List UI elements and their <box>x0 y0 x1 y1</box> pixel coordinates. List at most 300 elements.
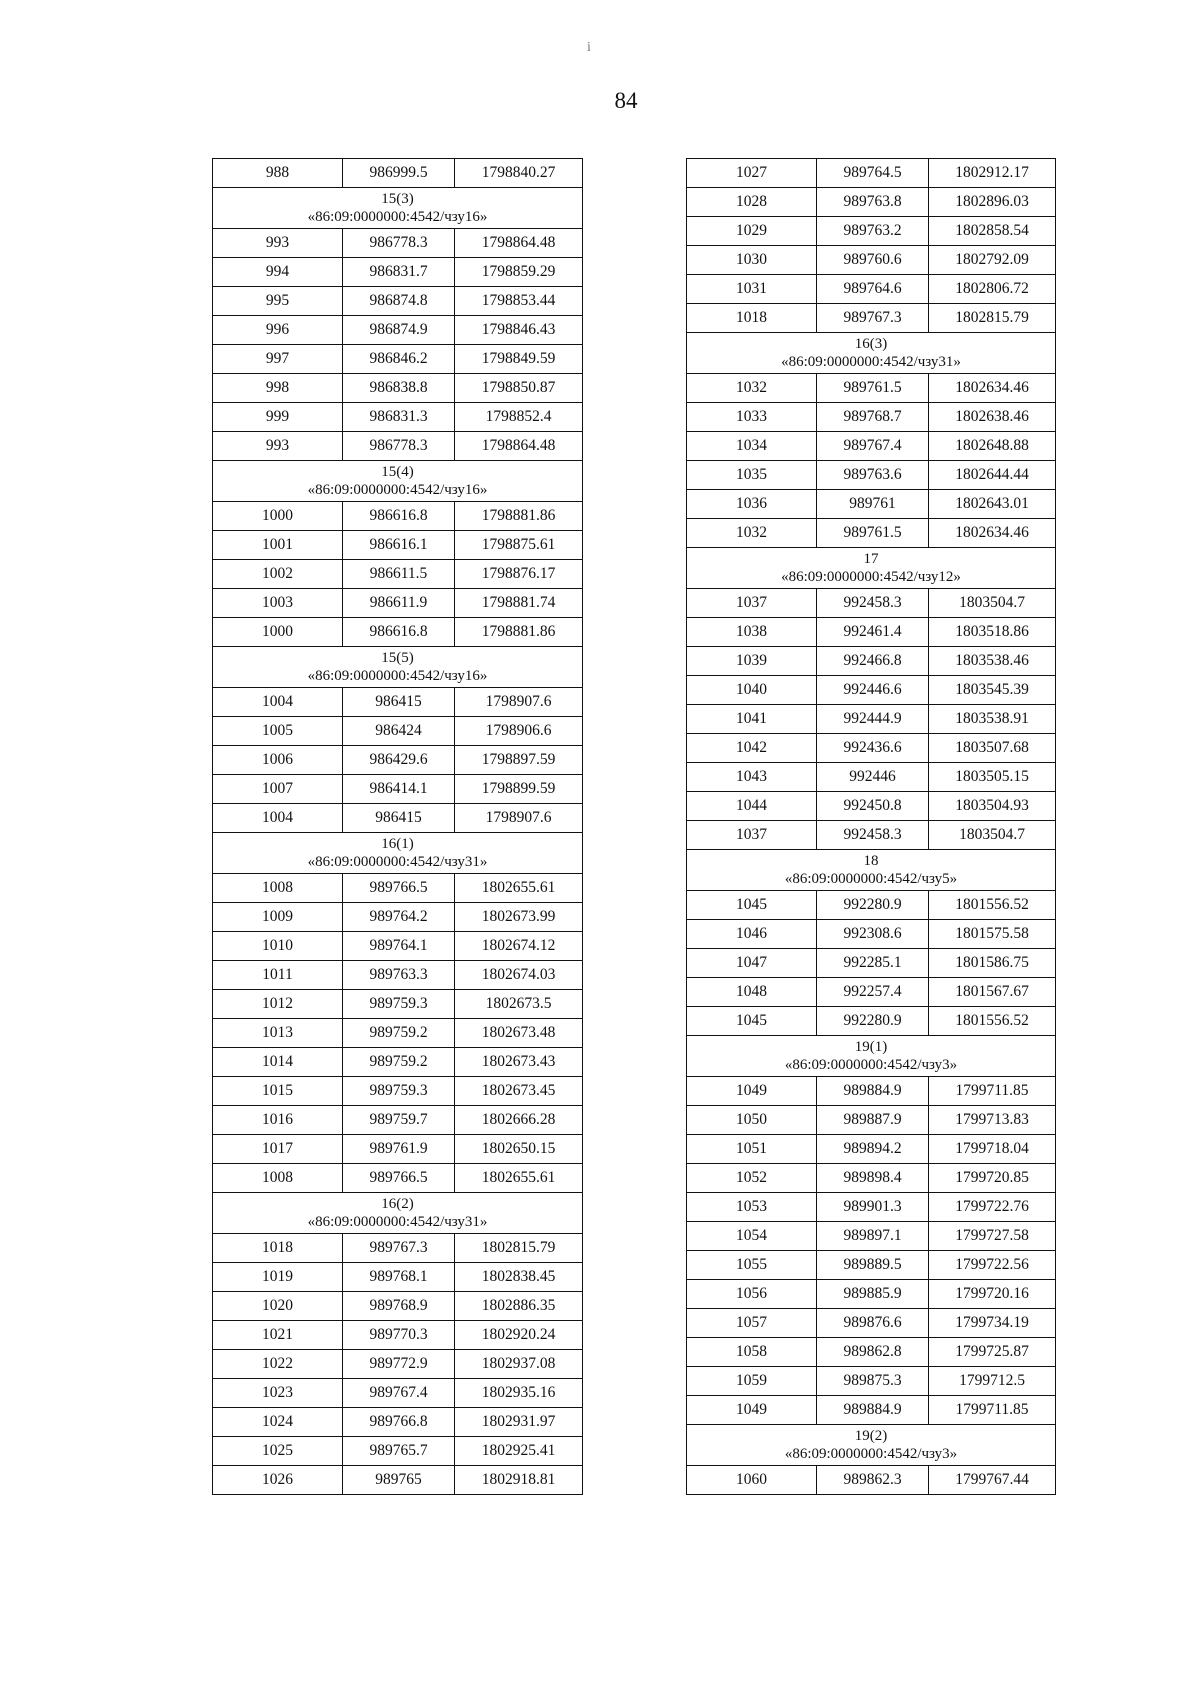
y-coordinate-cell: 1803504.93 <box>929 792 1056 821</box>
section-header-row <box>687 548 1056 589</box>
table-row <box>213 287 583 316</box>
table-row <box>213 1408 583 1437</box>
section-cadastral-code: «86:09:0000000:4542/чзу5» <box>784 871 958 887</box>
point-number-cell: 988 <box>213 159 343 188</box>
table-row <box>687 1222 1056 1251</box>
table-row <box>213 1321 583 1350</box>
x-coordinate-cell: 989766.5 <box>343 1164 455 1193</box>
y-coordinate-cell: 1801556.52 <box>929 891 1056 920</box>
section-title: 18 <box>863 853 879 869</box>
point-number-cell: 1001 <box>213 531 343 560</box>
x-coordinate-cell: 989761.5 <box>817 519 929 548</box>
y-coordinate-cell: 1798881.86 <box>455 618 583 647</box>
table-row <box>687 734 1056 763</box>
table-row <box>213 1048 583 1077</box>
x-coordinate-cell: 989875.3 <box>817 1367 929 1396</box>
table-row <box>213 1466 583 1495</box>
x-coordinate-cell: 992466.8 <box>817 647 929 676</box>
table-row <box>687 1280 1056 1309</box>
x-coordinate-cell: 989767.3 <box>817 304 929 333</box>
point-number-cell: 1034 <box>687 432 817 461</box>
point-number-cell: 1037 <box>687 821 817 850</box>
point-number-cell: 1045 <box>687 1007 817 1036</box>
table-row <box>687 403 1056 432</box>
y-coordinate-cell: 1802806.72 <box>929 275 1056 304</box>
x-coordinate-cell: 992280.9 <box>817 1007 929 1036</box>
table-row <box>687 705 1056 734</box>
point-number-cell: 1012 <box>213 990 343 1019</box>
point-number-cell: 1022 <box>213 1350 343 1379</box>
y-coordinate-cell: 1801575.58 <box>929 920 1056 949</box>
y-coordinate-cell: 1803504.7 <box>929 821 1056 850</box>
point-number-cell: 1016 <box>213 1106 343 1135</box>
x-coordinate-cell: 986611.9 <box>343 589 455 618</box>
y-coordinate-cell: 1798864.48 <box>455 432 583 461</box>
y-coordinate-cell: 1802674.03 <box>455 961 583 990</box>
y-coordinate-cell: 1803545.39 <box>929 676 1056 705</box>
table-row <box>213 688 583 717</box>
point-number-cell: 993 <box>213 432 343 461</box>
coordinates-table-right <box>686 158 1056 1495</box>
point-number-cell: 1015 <box>213 1077 343 1106</box>
table-row <box>687 1007 1056 1036</box>
table-row <box>687 275 1056 304</box>
y-coordinate-cell: 1799725.87 <box>929 1338 1056 1367</box>
x-coordinate-cell: 989768.1 <box>343 1263 455 1292</box>
point-number-cell: 1032 <box>687 519 817 548</box>
x-coordinate-cell: 989887.9 <box>817 1106 929 1135</box>
point-number-cell: 1046 <box>687 920 817 949</box>
x-coordinate-cell: 986874.8 <box>343 287 455 316</box>
section-header-cell <box>687 1425 1056 1466</box>
x-coordinate-cell: 989761 <box>817 490 929 519</box>
y-coordinate-cell: 1798876.17 <box>455 560 583 589</box>
y-coordinate-cell: 1802673.99 <box>455 903 583 932</box>
y-coordinate-cell: 1803518.86 <box>929 618 1056 647</box>
y-coordinate-cell: 1798849.59 <box>455 345 583 374</box>
point-number-cell: 1059 <box>687 1367 817 1396</box>
point-number-cell: 1051 <box>687 1135 817 1164</box>
y-coordinate-cell: 1798840.27 <box>455 159 583 188</box>
y-coordinate-cell: 1802920.24 <box>455 1321 583 1350</box>
table-row <box>213 961 583 990</box>
point-number-cell: 999 <box>213 403 343 432</box>
section-cadastral-code: «86:09:0000000:4542/чзу3» <box>784 1446 958 1462</box>
point-number-cell: 1050 <box>687 1106 817 1135</box>
table-row <box>213 746 583 775</box>
point-number-cell: 1036 <box>687 490 817 519</box>
table-row <box>687 1251 1056 1280</box>
section-title: 16(2) <box>381 1196 414 1212</box>
x-coordinate-cell: 989885.9 <box>817 1280 929 1309</box>
table-row <box>213 775 583 804</box>
section-cadastral-code: «86:09:0000000:4542/чзу31» <box>781 354 961 370</box>
table-row <box>687 676 1056 705</box>
table-row <box>213 1263 583 1292</box>
x-coordinate-cell: 989759.2 <box>343 1048 455 1077</box>
table-row <box>687 246 1056 275</box>
point-number-cell: 1008 <box>213 1164 343 1193</box>
table-row <box>213 1437 583 1466</box>
table-row <box>213 502 583 531</box>
point-number-cell: 1038 <box>687 618 817 647</box>
x-coordinate-cell: 986415 <box>343 688 455 717</box>
y-coordinate-cell: 1799722.56 <box>929 1251 1056 1280</box>
section-title: 17 <box>863 551 879 567</box>
table-row <box>687 159 1056 188</box>
y-coordinate-cell: 1802931.97 <box>455 1408 583 1437</box>
table-row <box>687 891 1056 920</box>
point-number-cell: 1035 <box>687 461 817 490</box>
y-coordinate-cell: 1802792.09 <box>929 246 1056 275</box>
point-number-cell: 1060 <box>687 1466 817 1495</box>
table-row <box>213 903 583 932</box>
section-title: 16(3) <box>854 336 888 352</box>
table-row <box>213 1379 583 1408</box>
section-header-row <box>213 833 583 874</box>
point-number-cell: 1019 <box>213 1263 343 1292</box>
table-row <box>687 188 1056 217</box>
point-number-cell: 1043 <box>687 763 817 792</box>
table-row <box>687 920 1056 949</box>
x-coordinate-cell: 992458.3 <box>817 821 929 850</box>
y-coordinate-cell: 1799727.58 <box>929 1222 1056 1251</box>
table-row <box>213 432 583 461</box>
x-coordinate-cell: 989884.9 <box>817 1396 929 1425</box>
x-coordinate-cell: 989768.7 <box>817 403 929 432</box>
x-coordinate-cell: 986616.8 <box>343 618 455 647</box>
section-cadastral-code: «86:09:0000000:4542/чзу16» <box>307 668 488 684</box>
section-header-cell <box>213 833 583 874</box>
x-coordinate-cell: 992280.9 <box>817 891 929 920</box>
point-number-cell: 1009 <box>213 903 343 932</box>
table-row <box>213 1234 583 1263</box>
section-header-row <box>213 188 583 229</box>
point-number-cell: 1014 <box>213 1048 343 1077</box>
table-row <box>687 1338 1056 1367</box>
table-row <box>213 403 583 432</box>
y-coordinate-cell: 1799711.85 <box>929 1077 1056 1106</box>
point-number-cell: 1045 <box>687 891 817 920</box>
point-number-cell: 1037 <box>687 589 817 618</box>
x-coordinate-cell: 989761.5 <box>817 374 929 403</box>
y-coordinate-cell: 1802643.01 <box>929 490 1056 519</box>
x-coordinate-cell: 986831.3 <box>343 403 455 432</box>
point-number-cell: 1028 <box>687 188 817 217</box>
table-row <box>687 1466 1056 1495</box>
table-row <box>687 1367 1056 1396</box>
table-row <box>213 1077 583 1106</box>
point-number-cell: 1049 <box>687 1077 817 1106</box>
table-row <box>213 345 583 374</box>
point-number-cell: 1057 <box>687 1309 817 1338</box>
x-coordinate-cell: 992446 <box>817 763 929 792</box>
table-row <box>687 1193 1056 1222</box>
section-cadastral-code: «86:09:0000000:4542/чзу31» <box>307 1214 488 1230</box>
table-row <box>687 821 1056 850</box>
point-number-cell: 1055 <box>687 1251 817 1280</box>
y-coordinate-cell: 1798859.29 <box>455 258 583 287</box>
y-coordinate-cell: 1803538.91 <box>929 705 1056 734</box>
x-coordinate-cell: 986838.8 <box>343 374 455 403</box>
section-title: 15(4) <box>381 464 414 480</box>
y-coordinate-cell: 1802634.46 <box>929 374 1056 403</box>
x-coordinate-cell: 992436.6 <box>817 734 929 763</box>
x-coordinate-cell: 986846.2 <box>343 345 455 374</box>
x-coordinate-cell: 986415 <box>343 804 455 833</box>
table-row <box>213 1350 583 1379</box>
x-coordinate-cell: 989766.8 <box>343 1408 455 1437</box>
y-coordinate-cell: 1802666.28 <box>455 1106 583 1135</box>
y-coordinate-cell: 1799712.5 <box>929 1367 1056 1396</box>
x-coordinate-cell: 989766.5 <box>343 874 455 903</box>
section-cadastral-code: «86:09:0000000:4542/чзу16» <box>307 482 488 498</box>
point-number-cell: 1018 <box>687 304 817 333</box>
y-coordinate-cell: 1802673.5 <box>455 990 583 1019</box>
table-row <box>687 217 1056 246</box>
x-coordinate-cell: 989759.3 <box>343 1077 455 1106</box>
table-row <box>687 1164 1056 1193</box>
y-coordinate-cell: 1802925.41 <box>455 1437 583 1466</box>
table-body <box>213 159 583 1495</box>
scan-mark: і <box>587 40 591 55</box>
y-coordinate-cell: 1799718.04 <box>929 1135 1056 1164</box>
table-row <box>213 589 583 618</box>
y-coordinate-cell: 1802655.61 <box>455 874 583 903</box>
point-number-cell: 1058 <box>687 1338 817 1367</box>
y-coordinate-cell: 1799734.19 <box>929 1309 1056 1338</box>
x-coordinate-cell: 989765.7 <box>343 1437 455 1466</box>
table-row <box>213 560 583 589</box>
table-row <box>687 1077 1056 1106</box>
table-row <box>687 949 1056 978</box>
x-coordinate-cell: 992461.4 <box>817 618 929 647</box>
table-row <box>687 374 1056 403</box>
y-coordinate-cell: 1802937.08 <box>455 1350 583 1379</box>
section-header-cell <box>213 647 583 688</box>
section-header-row <box>687 1036 1056 1077</box>
x-coordinate-cell: 986778.3 <box>343 432 455 461</box>
point-number-cell: 1026 <box>213 1466 343 1495</box>
x-coordinate-cell: 989767.4 <box>343 1379 455 1408</box>
table-row <box>213 990 583 1019</box>
y-coordinate-cell: 1803504.7 <box>929 589 1056 618</box>
x-coordinate-cell: 986429.6 <box>343 746 455 775</box>
x-coordinate-cell: 989763.6 <box>817 461 929 490</box>
x-coordinate-cell: 989759.2 <box>343 1019 455 1048</box>
x-coordinate-cell: 986424 <box>343 717 455 746</box>
table-row <box>687 618 1056 647</box>
y-coordinate-cell: 1799722.76 <box>929 1193 1056 1222</box>
point-number-cell: 1024 <box>213 1408 343 1437</box>
y-coordinate-cell: 1801567.67 <box>929 978 1056 1007</box>
x-coordinate-cell: 989876.6 <box>817 1309 929 1338</box>
x-coordinate-cell: 986778.3 <box>343 229 455 258</box>
point-number-cell: 1033 <box>687 403 817 432</box>
point-number-cell: 1002 <box>213 560 343 589</box>
point-number-cell: 997 <box>213 345 343 374</box>
section-header-cell <box>687 1036 1056 1077</box>
x-coordinate-cell: 989862.3 <box>817 1466 929 1495</box>
table-row <box>687 647 1056 676</box>
point-number-cell: 994 <box>213 258 343 287</box>
table-row <box>213 159 583 188</box>
y-coordinate-cell: 1802815.79 <box>929 304 1056 333</box>
x-coordinate-cell: 989761.9 <box>343 1135 455 1164</box>
point-number-cell: 1041 <box>687 705 817 734</box>
table-row <box>213 1164 583 1193</box>
section-header-row <box>687 850 1056 891</box>
table-row <box>687 1135 1056 1164</box>
table-row <box>687 792 1056 821</box>
table-body <box>687 159 1056 1495</box>
table-row <box>687 490 1056 519</box>
x-coordinate-cell: 986414.1 <box>343 775 455 804</box>
point-number-cell: 1017 <box>213 1135 343 1164</box>
page-number: 84 <box>614 88 638 113</box>
y-coordinate-cell: 1802896.03 <box>929 188 1056 217</box>
point-number-cell: 1025 <box>213 1437 343 1466</box>
y-coordinate-cell: 1798881.74 <box>455 589 583 618</box>
x-coordinate-cell: 992444.9 <box>817 705 929 734</box>
table-row <box>213 531 583 560</box>
section-header-cell <box>213 461 583 502</box>
y-coordinate-cell: 1802674.12 <box>455 932 583 961</box>
table-row <box>213 618 583 647</box>
point-number-cell: 1044 <box>687 792 817 821</box>
point-number-cell: 1004 <box>213 804 343 833</box>
y-coordinate-cell: 1802858.54 <box>929 217 1056 246</box>
table-row <box>213 1135 583 1164</box>
x-coordinate-cell: 989764.1 <box>343 932 455 961</box>
table-row <box>687 978 1056 1007</box>
y-coordinate-cell: 1798899.59 <box>455 775 583 804</box>
section-header-row <box>687 1425 1056 1466</box>
x-coordinate-cell: 989767.4 <box>817 432 929 461</box>
y-coordinate-cell: 1803505.15 <box>929 763 1056 792</box>
point-number-cell: 1054 <box>687 1222 817 1251</box>
x-coordinate-cell: 989898.4 <box>817 1164 929 1193</box>
y-coordinate-cell: 1798846.43 <box>455 316 583 345</box>
section-cadastral-code: «86:09:0000000:4542/чзу3» <box>784 1057 958 1073</box>
table-row <box>687 1396 1056 1425</box>
table-row <box>687 304 1056 333</box>
point-number-cell: 1047 <box>687 949 817 978</box>
section-title: 15(5) <box>381 650 414 666</box>
x-coordinate-cell: 989764.6 <box>817 275 929 304</box>
y-coordinate-cell: 1798850.87 <box>455 374 583 403</box>
table-row <box>213 874 583 903</box>
y-coordinate-cell: 1802650.15 <box>455 1135 583 1164</box>
table-row <box>687 519 1056 548</box>
y-coordinate-cell: 1798864.48 <box>455 229 583 258</box>
x-coordinate-cell: 989759.3 <box>343 990 455 1019</box>
point-number-cell: 1042 <box>687 734 817 763</box>
point-number-cell: 1030 <box>687 246 817 275</box>
point-number-cell: 1007 <box>213 775 343 804</box>
point-number-cell: 1010 <box>213 932 343 961</box>
table-row <box>213 1292 583 1321</box>
x-coordinate-cell: 986616.1 <box>343 531 455 560</box>
point-number-cell: 1032 <box>687 374 817 403</box>
y-coordinate-cell: 1798907.6 <box>455 688 583 717</box>
point-number-cell: 1053 <box>687 1193 817 1222</box>
section-cadastral-code: «86:09:0000000:4542/чзу12» <box>781 569 961 585</box>
y-coordinate-cell: 1798906.6 <box>455 717 583 746</box>
y-coordinate-cell: 1802815.79 <box>455 1234 583 1263</box>
table-row <box>213 932 583 961</box>
point-number-cell: 1020 <box>213 1292 343 1321</box>
y-coordinate-cell: 1802634.46 <box>929 519 1056 548</box>
x-coordinate-cell: 989889.5 <box>817 1251 929 1280</box>
table-row <box>213 804 583 833</box>
y-coordinate-cell: 1798881.86 <box>455 502 583 531</box>
x-coordinate-cell: 989763.2 <box>817 217 929 246</box>
x-coordinate-cell: 989772.9 <box>343 1350 455 1379</box>
x-coordinate-cell: 989770.3 <box>343 1321 455 1350</box>
x-coordinate-cell: 989764.2 <box>343 903 455 932</box>
table-row <box>687 1106 1056 1135</box>
point-number-cell: 1052 <box>687 1164 817 1193</box>
y-coordinate-cell: 1803507.68 <box>929 734 1056 763</box>
coordinates-table-left <box>212 158 583 1495</box>
x-coordinate-cell: 992450.8 <box>817 792 929 821</box>
x-coordinate-cell: 992446.6 <box>817 676 929 705</box>
y-coordinate-cell: 1798907.6 <box>455 804 583 833</box>
y-coordinate-cell: 1802918.81 <box>455 1466 583 1495</box>
x-coordinate-cell: 989884.9 <box>817 1077 929 1106</box>
y-coordinate-cell: 1801586.75 <box>929 949 1056 978</box>
point-number-cell: 1023 <box>213 1379 343 1408</box>
point-number-cell: 1003 <box>213 589 343 618</box>
x-coordinate-cell: 986874.9 <box>343 316 455 345</box>
table-row <box>687 1309 1056 1338</box>
table-row <box>687 589 1056 618</box>
section-cadastral-code: «86:09:0000000:4542/чзу31» <box>307 854 488 870</box>
y-coordinate-cell: 1802648.88 <box>929 432 1056 461</box>
point-number-cell: 996 <box>213 316 343 345</box>
x-coordinate-cell: 992285.1 <box>817 949 929 978</box>
table-row <box>213 374 583 403</box>
point-number-cell: 1005 <box>213 717 343 746</box>
y-coordinate-cell: 1799767.44 <box>929 1466 1056 1495</box>
y-coordinate-cell: 1802644.44 <box>929 461 1056 490</box>
point-number-cell: 1004 <box>213 688 343 717</box>
y-coordinate-cell: 1802673.48 <box>455 1019 583 1048</box>
table-row <box>213 258 583 287</box>
table-row <box>687 432 1056 461</box>
y-coordinate-cell: 1799713.83 <box>929 1106 1056 1135</box>
table-row <box>213 1106 583 1135</box>
point-number-cell: 1029 <box>687 217 817 246</box>
point-number-cell: 1049 <box>687 1396 817 1425</box>
x-coordinate-cell: 989862.8 <box>817 1338 929 1367</box>
section-header-row <box>213 647 583 688</box>
y-coordinate-cell: 1798875.61 <box>455 531 583 560</box>
section-title: 19(2) <box>854 1428 888 1444</box>
section-header-row <box>213 1193 583 1234</box>
x-coordinate-cell: 989765 <box>343 1466 455 1495</box>
x-coordinate-cell: 986611.5 <box>343 560 455 589</box>
y-coordinate-cell: 1798853.44 <box>455 287 583 316</box>
point-number-cell: 1056 <box>687 1280 817 1309</box>
y-coordinate-cell: 1803538.46 <box>929 647 1056 676</box>
section-header-row <box>687 333 1056 374</box>
point-number-cell: 1021 <box>213 1321 343 1350</box>
section-title: 16(1) <box>381 836 414 852</box>
section-header-cell <box>687 333 1056 374</box>
point-number-cell: 1000 <box>213 502 343 531</box>
